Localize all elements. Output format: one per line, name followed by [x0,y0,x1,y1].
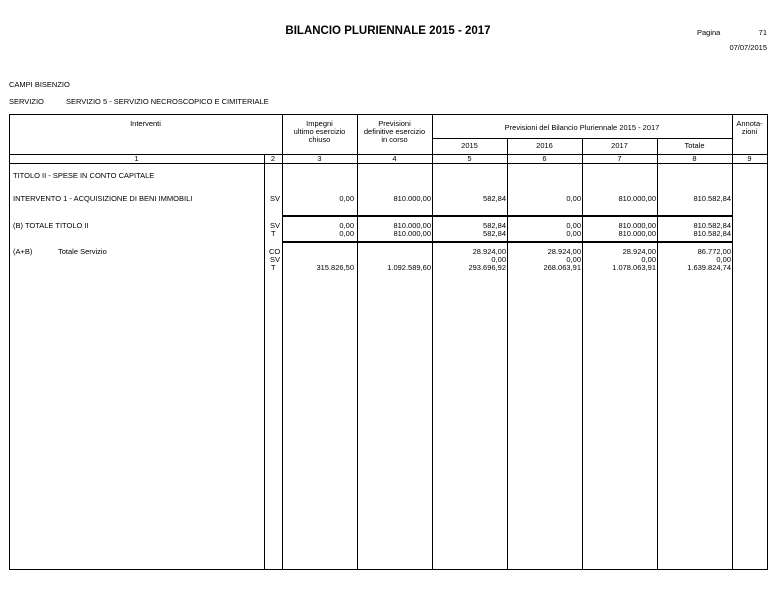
column-number: 3 [317,154,322,163]
value-2017: 810.000,00 [618,194,656,203]
value-totale: 86.772,00 [697,247,731,256]
impegni-value: 0,00 [339,229,354,238]
header-2015: 2015 [461,141,478,150]
header-impegni-3: chiuso [308,135,331,144]
value-totale: 1.639.824,74 [687,263,731,272]
row-code: T [271,229,276,238]
value-2016: 268.063,91 [543,263,581,272]
row-code: CO [269,247,281,256]
column-number: 6 [542,154,547,163]
row-code: T [271,263,276,272]
value-2016: 0,00 [566,229,581,238]
row-code: SV [270,194,281,203]
previsioni-value: 810.000,00 [393,229,431,238]
column-number: 5 [467,154,472,163]
value-2015: 582,84 [483,221,506,230]
page-number: 71 [758,28,767,37]
column-number: 9 [747,154,752,163]
impegni-value: 0,00 [339,221,354,230]
service-value: SERVIZIO 5 - SERVIZIO NECROSCOPICO E CIMITERIALE [66,97,269,106]
value-2017: 810.000,00 [618,221,656,230]
impegni-value: 315.826,50 [316,263,354,272]
value-2017: 0,00 [641,255,656,264]
previsioni-value: 810.000,00 [393,221,431,230]
row-code: SV [270,255,281,264]
header-2016: 2016 [536,141,553,150]
header-2017: 2017 [611,141,628,150]
value-2015: 0,00 [491,255,506,264]
row-code: SV [270,221,281,230]
service-label: SERVIZIO [9,97,44,106]
previsioni-value: 1.092.589,60 [387,263,431,272]
value-2015: 582,84 [483,229,506,238]
value-2015: 582,84 [483,194,506,203]
header-pluriennale: Previsioni del Bilancio Pluriennale 2015 - 2017 [504,123,660,132]
header-previsioni-2: definitive esercizio [363,127,426,136]
value-totale: 810.582,84 [693,229,731,238]
header-annotazioni-1: Annota- [736,119,763,128]
value-2015: 293.696,92 [468,263,506,272]
intervento-label: INTERVENTO 1 - ACQUISIZIONE DI BENI IMMOBILI [13,194,193,203]
column-number: 4 [392,154,397,163]
header-previsioni-1: Previsioni [378,119,411,128]
print-date: 07/07/2015 [729,43,767,52]
value-2017: 810.000,00 [618,229,656,238]
value-2017: 1.078.063,91 [612,263,656,272]
previsioni-value: 810.000,00 [393,194,431,203]
value-2016: 0,00 [566,221,581,230]
page-title: BILANCIO PLURIENNALE 2015 - 2017 [285,25,491,37]
totale-servizio-prefix: (A+B) [13,247,33,256]
header-impegni-2: ultimo esercizio [293,127,346,136]
value-2016: 0,00 [566,194,581,203]
totale-servizio-label: Totale Servizio [58,247,107,256]
header-impegni-1: Impegni [306,119,333,128]
value-2016: 28.924,00 [547,247,581,256]
impegni-value: 0,00 [339,194,354,203]
header-previsioni-3: in corso [381,135,408,144]
value-2016: 0,00 [566,255,581,264]
header-totale: Totale [684,141,705,150]
column-number: 8 [692,154,697,163]
column-number: 7 [617,154,622,163]
value-totale: 810.582,84 [693,221,731,230]
totale-titolo-label: (B) TOTALE TITOLO II [13,221,89,230]
header-annotazioni-2: zioni [741,127,758,136]
page-label: Pagina [697,28,721,37]
value-totale: 810.582,84 [693,194,731,203]
column-number: 1 [134,154,139,163]
value-totale: 0,00 [716,255,731,264]
value-2017: 28.924,00 [622,247,656,256]
header-interventi: Interventi [130,119,161,128]
column-number: 2 [270,154,276,163]
value-2015: 28.924,00 [472,247,506,256]
section-title: TITOLO II - SPESE IN CONTO CAPITALE [13,171,155,180]
entity-name: CAMPI BISENZIO [9,80,70,89]
